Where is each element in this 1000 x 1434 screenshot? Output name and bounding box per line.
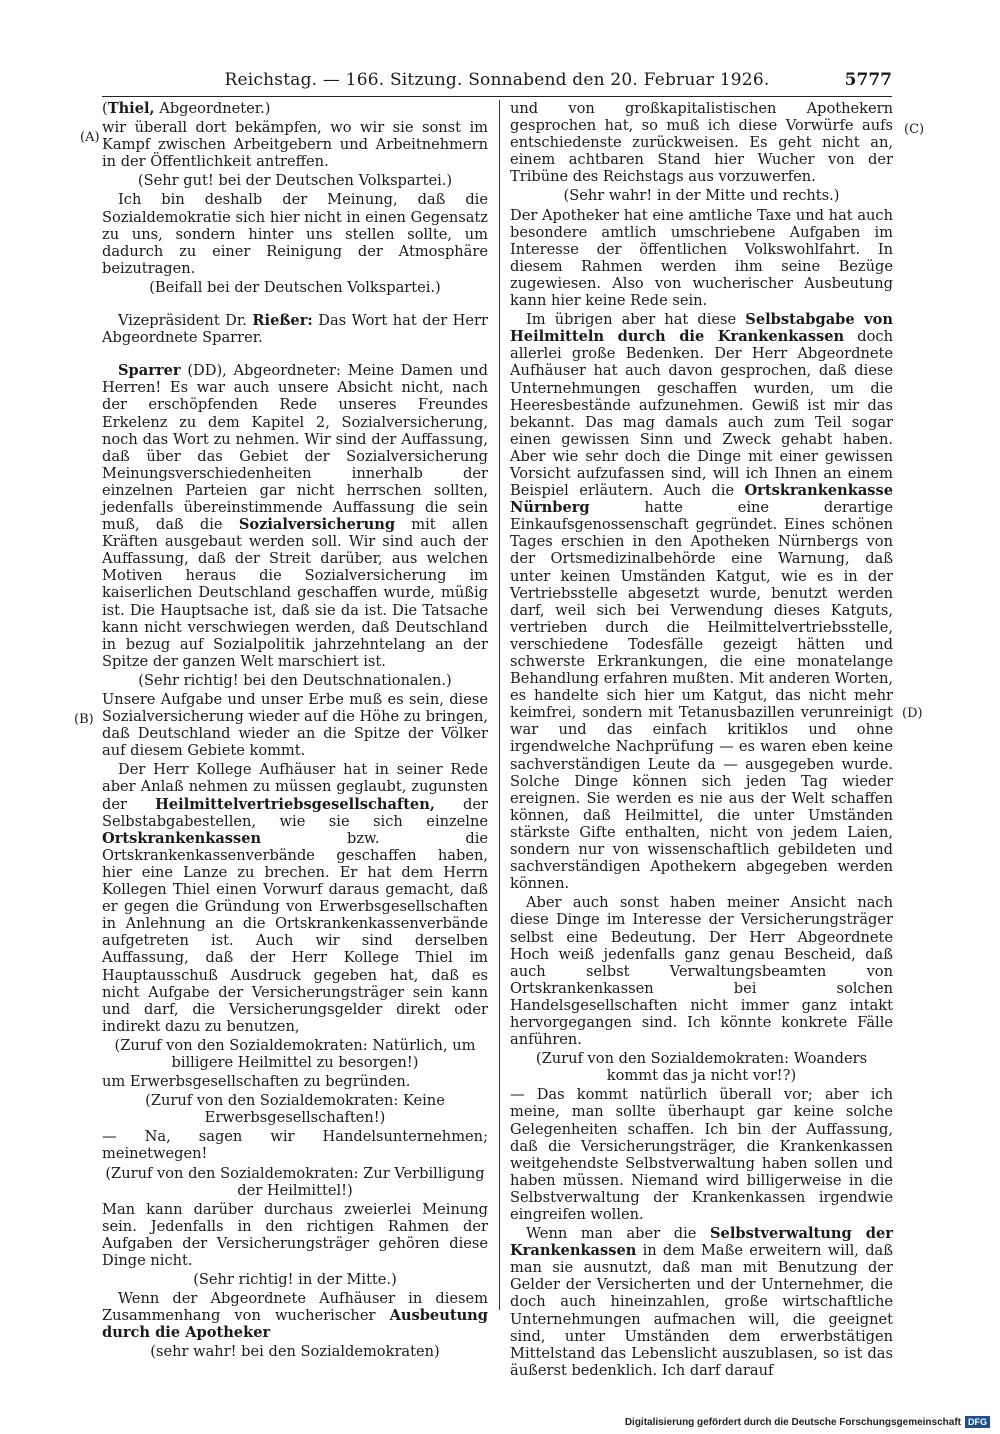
paragraph: und von großkapitalistischen Apothekern gesprochen hat, so muß ich diese Vorwürfe aufs entschiedenste zurückweisen. Es geht nicht an, einem achtbaren Stand hier Wucher von der Tribüne des Reichstags aus vorzuwerfen. (510, 100, 893, 186)
paragraph: wir überall dort bekämpfen, wo wir sie sonst im Kampf zwischen Arbeitgebern und Arbeitnehmern in der Öffentlichkeit antreffen. (102, 119, 488, 171)
paragraph: — Na, sagen wir Handelsunternehmen; meinetwegen! (102, 1128, 488, 1163)
interjection: (Sehr richtig! bei den Deutschnationalen.) (138, 671, 452, 689)
interjection: (Zuruf von den Sozialdemokraten: Zur Verbilligung der Heilmittel!) (105, 1164, 485, 1199)
paragraph: Unsere Aufgabe und unser Erbe muß es sein, diese Sozialversicherung wieder auf die Höhe zu bringen, daß Deutschland wieder an die Spitze der Völker auf diesem Gebiete kommt. (102, 691, 488, 760)
digitization-footer (625, 1416, 990, 1428)
left-column (102, 100, 488, 1363)
margin-mark-d: (D) (902, 706, 923, 721)
interjection: (Sehr gut! bei der Deutschen Volkspartei.) (137, 172, 453, 190)
paragraph: Sparrer (DD), Abgeordneter: Meine Damen und Herren! Es war auch unsere Absicht nicht, nach der erschöpfenden Rede unseres Freundes Erkelenz zu dem Kapitel 2, Sozialversicherung, noch das Wort zu nehmen. Wir sind der Auffassung, daß über das Gebiet der Sozialversicherung Meinungsverschiedenheiten innerhalb der einzelnen Parteien gar nicht herrschen sollten, jedenfalls übereinstimmende Auffassung die sein muß, daß die Sozialversicherung mit allen Kräften ausgebaut werden soll. Wir sind auch der Auffassung, daß der Streit darüber, aus welchen Motiven heraus die Sozialversicherung im kaiserlichen Deutschland geschaffen wurde, müßig ist. Die Hauptsache ist, daß sie da ist. Die Tatsache kann nicht verschwiegen werden, daß Deutschland in bezug auf Sozialpolitik jahrzehntelang an der Spitze der ganzen Welt marschiert ist. (102, 362, 488, 670)
interjection: (Zuruf von den Sozialdemokraten: Woanders kommt das ja nicht vor!?) (535, 1050, 868, 1085)
margin-mark-a: (A) (80, 130, 100, 145)
speaker-name: Rießer: (252, 312, 313, 330)
paragraph: Wenn der Abgeordnete Aufhäuser in diesem Zusammenhang von wucherischer Ausbeutung durch die Apotheker (102, 1290, 488, 1342)
paragraph: Vizepräsident Dr. Rießer: Das Wort hat der Herr Abgeordnete Sparrer. (102, 312, 488, 347)
paragraph: Wenn man aber die Selbstverwaltung der Krankenkassen in dem Maße erweitern will, daß man sie ausnutzt, daß man mit Benutzung der Gelder der Versicherten und der Unternehmer, die doch auch hineinzahlen, große wirtschaftliche Unternehmungen aufmachen will, die geeignet sind, unter Umständen dem erwerbstätigen Mittelstand das Lebenslicht auszublasen, so ist das äußerst bedenklich. Ich darf darauf (510, 1225, 893, 1379)
page-header (102, 70, 892, 97)
column-divider (499, 100, 500, 1310)
footer-text: Digitalisierung gefördert durch die Deutsche Forschungsgemeinschaft (624, 1416, 961, 1428)
paragraph: Aber auch sonst haben meiner Ansicht nach diese Dinge im Interesse der Versicherungsträger selbst eine Bedeutung. Der Herr Abgeordnete Hoch weiß jedenfalls ganz genau Bescheid, daß auch selbst Verwaltungsbeamten von Ortskrankenkassen bei solchen Handelsgesellschaften nicht immer ganz intakt hervorgegangen sind. Ich könnte konkrete Fälle anführen. (510, 894, 893, 1049)
interjection: (sehr wahr! bei den Sozialdemokraten) (150, 1343, 440, 1361)
margin-mark-b: (B) (74, 712, 94, 727)
paragraph: — Das kommt natürlich überall vor; aber ich meine, man sollte überhaupt gar keine solche Gelegenheiten schaffen. Ich bin der Auffassung, daß die Versicherungsträger, die Krankenkassen weitgehendste Selbstverwaltung haben sollen und haben müssen. Niemand wird billigerweise in die Selbstverwaltung der Krankenkassen irgendwie eingreifen wollen. (510, 1086, 893, 1223)
margin-mark-c: (C) (904, 122, 925, 137)
paragraph: Ich bin deshalb der Meinung, daß die Sozialdemokratie sich hier nicht in einen Gegensatz zu uns, sondern hinter uns stellen sollte, um dadurch zu einer Reinigung der Atmosphäre beizutragen. (102, 191, 488, 277)
speaker-name: Thiel, (107, 100, 155, 117)
running-title: Reichstag. — 166. Sitzung. Sonnabend den 20. Februar 1926. (224, 70, 770, 90)
dfg-logo: DFG (965, 1416, 990, 1428)
paragraph: um Erwerbsgesellschaften zu begründen. (102, 1073, 411, 1091)
paragraph: Im übrigen aber hat diese Selbstabgabe von Heilmitteln durch die Krankenkassen doch allerlei große Bedenken. Der Herr Abgeordnete Aufhäuser hat auch davon gesprochen, daß diese Unternehmungen geschaffen wurden, um die Heeresbestände aufzunehmen. Gewiß ist mir das bekannt. Das mag damals auch zum Teil sogar einen gewissen Sinn und Zweck gehabt haben. Aber wie sehr doch die Dinge mit einer gewissen Vorsicht aufzufassen sind, will ich Ihnen an einem Beispiel erläutern. Auch die Ortskrankenkasse Nürnberg hatte eine derartige Einkaufsgenossenschaft gegründet. Eines schönen Tages erschien in den Apotheken Nürnbergs von der Ortsmedizinalbehörde eine Warnung, daß unter keinen Umständen Katgut, wie es in der Vertriebsstelle abgesetzt wurde, benutzt werden darf, weil sich bei Verwendung dieses Katguts, vertrieben durch die Heilmittelvertriebsstelle, verschiedene Todesfälle gezeigt hätten und schwerste Erkrankungen, die eine monatelange Behandlung erfahren mußten. Mit anderen Worten, es handelte sich hier um Katgut, das nicht mehr keimfrei, sondern mit Tetanusbazillen verunreinigt war und das einfach kritiklos und ohne irgendwelche Nachprüfung — es waren eben keine sachverständigen Leute da — ausgegeben wurde. Solche Dinge können sich jeden Tag wieder ereignen. Sie werden es nie aus der Welt schaffen können, daß Heilmittel, die unter Umständen stärkste Gifte enthalten, nicht von jedem Laien, sondern nur von wissenschaftlich gebildeten und sachverständigen Apothekern abgegeben werden können. (510, 311, 894, 893)
interjection: (Beifall bei der Deutschen Volkspartei.) (149, 278, 441, 296)
paragraph: (Thiel, Abgeordneter.) (102, 100, 271, 117)
speaker-name: Sparrer (118, 362, 181, 380)
paragraph: Man kann darüber durchaus zweierlei Meinung sein. Jedenfalls in den richtigen Rahmen der Aufgaben der Versicherungsträger gehören diese Dinge nicht. (102, 1200, 488, 1269)
interjection: (Zuruf von den Sozialdemokraten: Keine Erwerbsgesellschaften!) (145, 1092, 445, 1127)
interjection: (Zuruf von den Sozialdemokraten: Natürlich, um billigere Heilmittel zu besorgen!) (114, 1036, 476, 1071)
right-column (510, 100, 893, 1381)
page-number: 5777 (844, 70, 892, 90)
interjection: (Sehr richtig! in der Mitte.) (193, 1271, 397, 1289)
paragraph: Der Herr Kollege Aufhäuser hat in seiner Rede aber Anlaß nehmen zu müssen geglaubt, zugunsten der Heilmittelvertriebsgesellschaften, der Selbstabgabestellen, wie sie sich einzelne Ortskrankenkassen bzw. die Ortskrankenkassenverbände geschaffen haben, hier eine Lanze zu brechen. Er hat dem Herrn Kollegen Thiel einen Vorwurf daraus gemacht, daß er gegen die Gründung von Erwerbsgesellschaften in Anlehnung an die Ortskrankenkassenverbände aufgetreten ist. Auch wir sind derselben Auffassung, daß der Herr Kollege Thiel im Hauptausschuß Ausdruck gegeben hat, daß es nicht Aufgabe der Versicherungsträger sein kann und darf, die Versicherungsgelder direkt oder indirekt dazu zu benutzen, (102, 761, 488, 1035)
interjection: (Sehr wahr! in der Mitte und rechts.) (563, 187, 840, 205)
paragraph: Der Apotheker hat eine amtliche Taxe und hat auch besondere amtlich umschriebene Aufgaben im Interesse der öffentlichen Volkswohlfahrt. In diesem Rahmen werden ihm seine Bezüge zugewiesen. Also von wucherischer Ausbeutung kann hier keine Rede sein. (510, 206, 893, 310)
